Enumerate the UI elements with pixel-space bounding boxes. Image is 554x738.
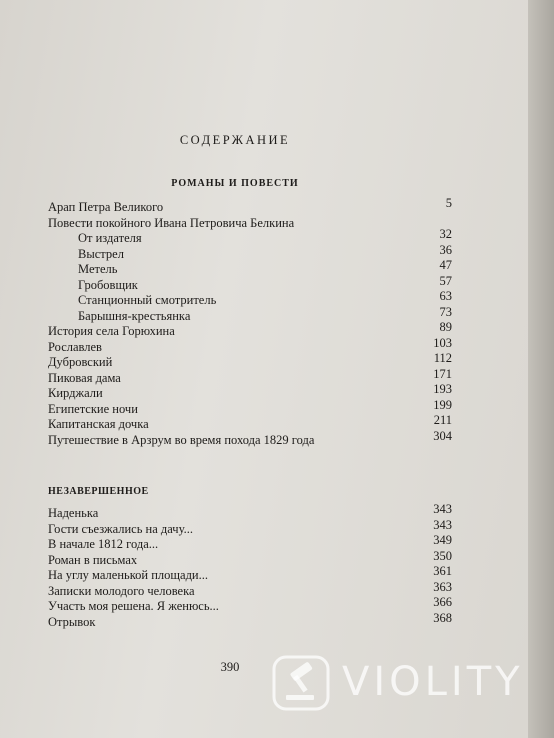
toc-entry-title: Пиковая дама bbox=[48, 370, 121, 385]
toc-entry-page: 89 bbox=[439, 320, 452, 334]
toc-entry-page: 32 bbox=[439, 227, 452, 241]
toc-entry-page: 36 bbox=[439, 242, 452, 257]
toc-entry-page: 47 bbox=[439, 258, 452, 272]
toc-entry-page: 343 bbox=[433, 502, 452, 516]
toc-entry-title: Капитанская дочка bbox=[48, 417, 149, 431]
watermark bbox=[270, 653, 540, 713]
toc-entry-page: 361 bbox=[433, 564, 452, 578]
toc-entry-title: Арап Петра Великого bbox=[48, 200, 164, 214]
toc-entry-page: 304 bbox=[433, 428, 452, 443]
page-title: СОДЕРЖАНИЕ bbox=[179, 133, 291, 147]
toc-entry-title: Метель bbox=[78, 262, 118, 276]
toc-entry-page: 199 bbox=[433, 397, 452, 412]
toc-entry bbox=[48, 273, 452, 294]
toc-entry bbox=[48, 227, 452, 247]
auction-hammer-icon bbox=[270, 653, 332, 713]
section-heading-unfinished: НЕЗАВЕРШЕННОЕ bbox=[48, 486, 149, 497]
toc-entry bbox=[48, 320, 452, 340]
toc-entry bbox=[48, 335, 452, 356]
toc-entry-title: Выстрел bbox=[78, 246, 124, 261]
toc-entry bbox=[48, 258, 452, 278]
toc-entry-page: 368 bbox=[433, 610, 452, 625]
toc-entry-title: Наденька bbox=[48, 506, 99, 520]
toc-entry-page: 103 bbox=[433, 335, 452, 350]
section-heading-novels: РОМАНЫ И ПОВЕСТИ bbox=[171, 178, 299, 189]
toc-entry bbox=[48, 428, 452, 449]
toc-entry-title: История села Горюхина bbox=[48, 324, 175, 338]
toc-entry bbox=[48, 595, 452, 615]
toc-entry-page: 63 bbox=[439, 289, 452, 303]
toc-entry-page: 350 bbox=[433, 548, 452, 563]
toc-entry bbox=[48, 366, 452, 387]
toc-entry bbox=[48, 397, 452, 418]
toc-entry bbox=[48, 502, 452, 522]
toc-entry bbox=[48, 351, 452, 371]
toc-entry-page: 211 bbox=[433, 413, 452, 427]
toc-entry-title: Рославлев bbox=[48, 339, 102, 354]
toc-entry-title: Участь моя решена. Я женюсь... bbox=[48, 599, 219, 613]
toc-entry-title: Гробовщик bbox=[78, 277, 138, 292]
toc-entry-page: 343 bbox=[433, 517, 452, 532]
toc-entry bbox=[48, 242, 452, 263]
toc-list-novels bbox=[48, 196, 452, 448]
toc-entry bbox=[48, 533, 452, 553]
toc-entry-title: В начале 1812 года... bbox=[48, 537, 159, 551]
toc-entry-page: 349 bbox=[433, 533, 452, 547]
toc-entry-page: 171 bbox=[433, 366, 452, 381]
toc-entry bbox=[48, 548, 452, 569]
toc-entry-page: 5 bbox=[445, 196, 452, 210]
toc-entry-title: От издателя bbox=[78, 231, 142, 245]
toc-entry-title: Отрывок bbox=[48, 614, 96, 629]
toc-entry bbox=[48, 413, 452, 433]
toc-entry-page: 57 bbox=[439, 273, 452, 288]
toc-entry-page: 112 bbox=[433, 351, 452, 365]
toc-entry bbox=[48, 610, 452, 631]
toc-entry-title: На углу маленькой площади... bbox=[48, 568, 208, 582]
toc-entry-title: Станционный смотритель bbox=[78, 293, 217, 307]
toc-entry bbox=[48, 382, 452, 402]
toc-entry bbox=[48, 304, 452, 325]
page-number: 390 bbox=[220, 660, 240, 674]
toc-entry bbox=[48, 289, 452, 309]
toc-entry bbox=[48, 216, 452, 232]
toc-entry-page: 193 bbox=[433, 382, 452, 396]
toc-entry-title: Повести покойного Ивана Петровича Белкина bbox=[48, 215, 295, 230]
toc-entry-title: Барышня-крестьянка bbox=[78, 308, 191, 323]
toc-entry-page: 363 bbox=[433, 579, 452, 594]
toc-list-unfinished bbox=[48, 502, 452, 630]
page-edge bbox=[528, 0, 554, 738]
toc-entry-title: Дубровский bbox=[48, 355, 113, 369]
toc-entry-title: Путешествие в Арзрум во время похода 1829 года bbox=[48, 432, 315, 447]
toc-entry-title: Кирджали bbox=[48, 386, 103, 400]
toc-entry-page: 366 bbox=[433, 595, 452, 609]
toc-entry bbox=[48, 517, 452, 538]
toc-entry bbox=[48, 564, 452, 584]
toc-entry-title: Роман в письмах bbox=[48, 552, 138, 567]
toc-entry-page: 73 bbox=[439, 304, 452, 319]
toc-entry bbox=[48, 579, 452, 600]
watermark-text: VIOLITY bbox=[342, 659, 524, 705]
toc-entry bbox=[48, 196, 452, 216]
toc-entry-title: Записки молодого человека bbox=[48, 583, 195, 598]
toc-entry-title: Гости съезжались на дачу... bbox=[48, 521, 193, 536]
toc-entry-title: Египетские ночи bbox=[48, 401, 138, 416]
